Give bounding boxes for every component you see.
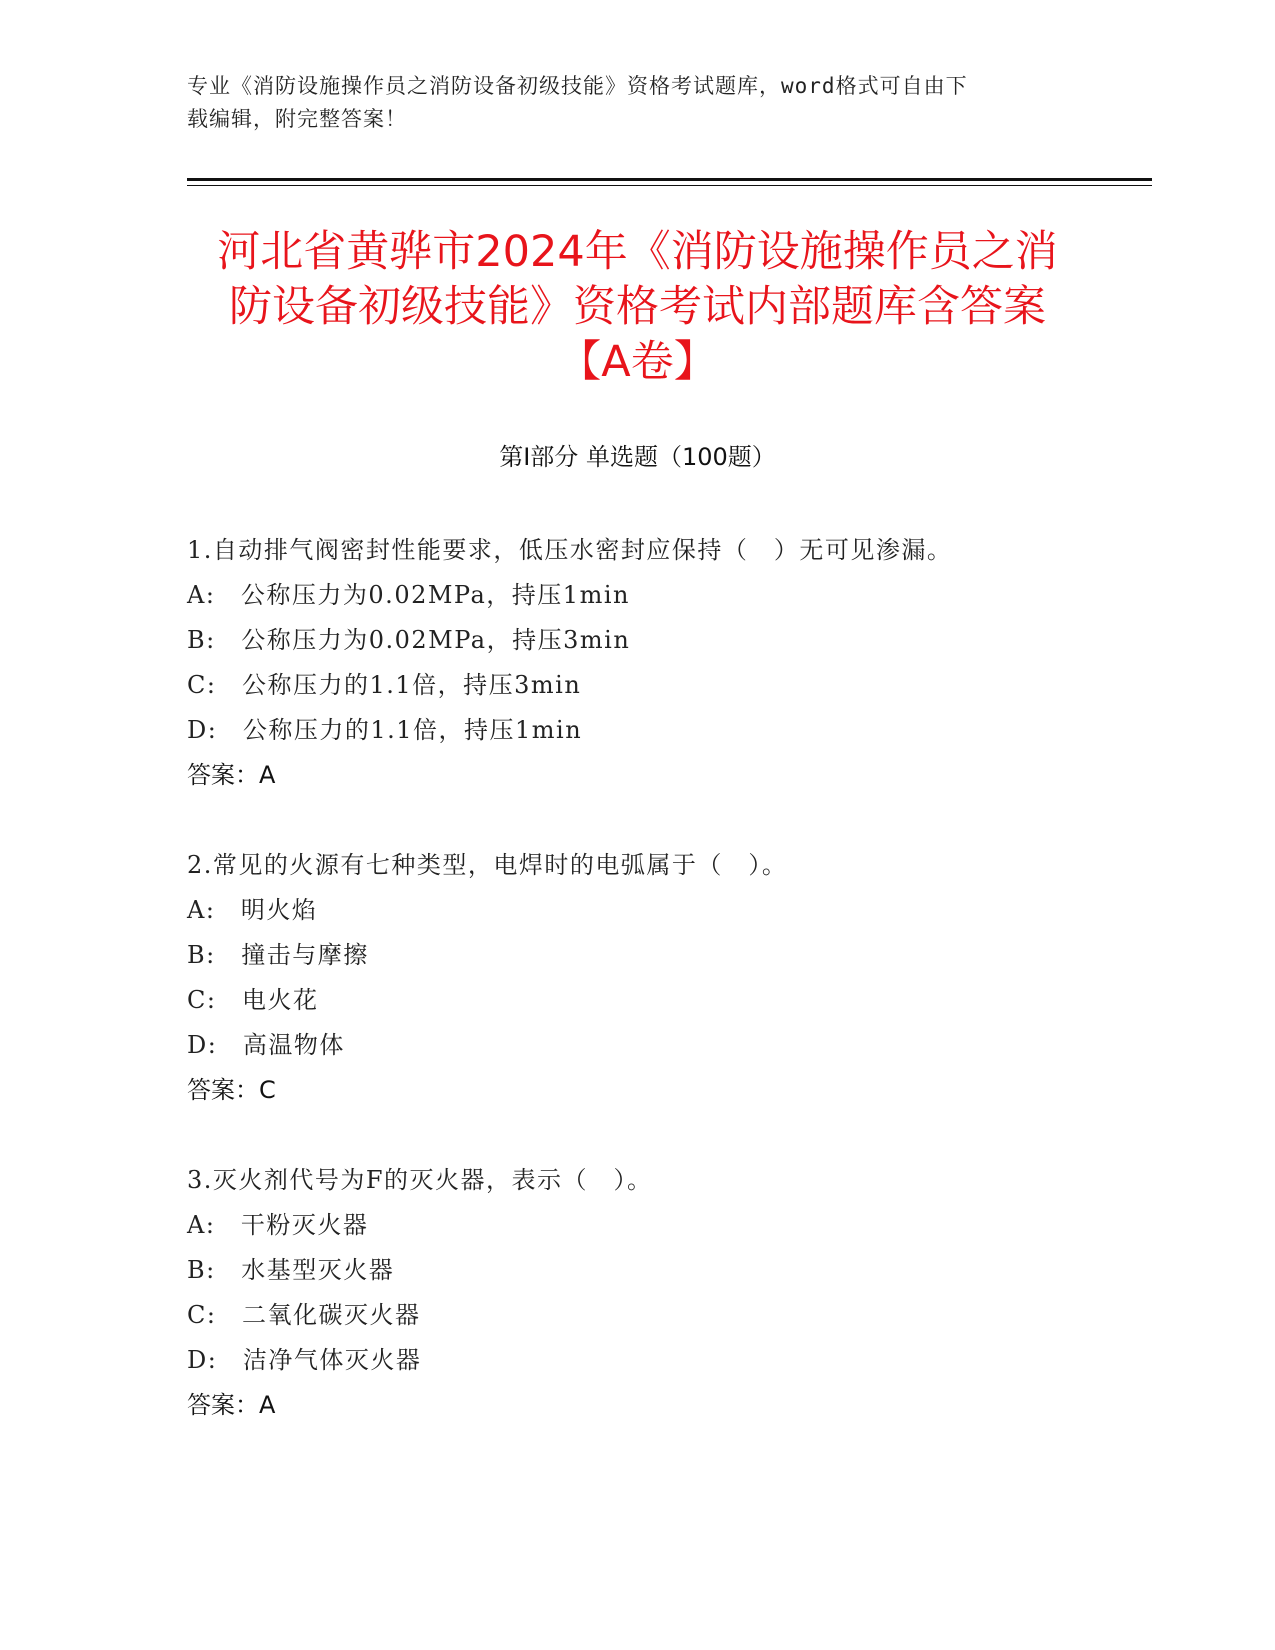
question-item [187, 1158, 1147, 1428]
section-title: 第I部分 单选题（100题） [499, 443, 776, 471]
question-list [187, 528, 1147, 1473]
question-item [187, 843, 1147, 1113]
option-b: B: 公称压力为0.02MPa，持压3min [187, 626, 631, 654]
answer-label: 答案：A [187, 1391, 276, 1419]
question-stem: 3.灭火剂代号为F的灭火器，表示（ ）。 [187, 1166, 653, 1194]
option-d: D: 洁净气体灭火器 [187, 1346, 422, 1374]
option-a: A: 干粉灭火器 [187, 1211, 369, 1239]
header-note-line: 专业《消防设施操作员之消防设备初级技能》资格考试题库，word格式可自由下 [187, 74, 968, 98]
header-note [187, 70, 1087, 136]
question-stem: 1.自动排气阀密封性能要求，低压水密封应保持（ ）无可见渗漏。 [187, 536, 953, 564]
option-a: A: 公称压力为0.02MPa，持压1min [187, 581, 630, 609]
document-title [160, 225, 1115, 390]
document-title-line: 防设备初级技能》资格考试内部题库含答案 [229, 282, 1046, 332]
option-d: D: 高温物体 [187, 1031, 345, 1059]
option-b: B: 水基型灭火器 [187, 1256, 395, 1284]
option-b: B: 撞击与摩擦 [187, 941, 369, 969]
header-note-line: 载编辑，附完整答案！ [187, 107, 407, 131]
document-title-line: 河北省黄骅市2024年《消防设施操作员之消 [217, 227, 1058, 277]
question-item [187, 528, 1147, 798]
answer-label: 答案：C [187, 1076, 276, 1104]
option-d: D: 公称压力的1.1倍，持压1min [187, 716, 583, 744]
question-stem: 2.常见的火源有七种类型，电焊时的电弧属于（ ）。 [187, 851, 788, 879]
document-title-line: 【A卷】 [558, 337, 717, 387]
answer-label: 答案：A [187, 761, 276, 789]
option-c: C: 二氧化碳灭火器 [187, 1301, 421, 1329]
header-divider-thin [187, 185, 1152, 186]
option-a: A: 明火焰 [187, 896, 318, 924]
option-c: C: 电火花 [187, 986, 319, 1014]
option-c: C: 公称压力的1.1倍，持压3min [187, 671, 582, 699]
header-divider-thick [187, 178, 1152, 181]
